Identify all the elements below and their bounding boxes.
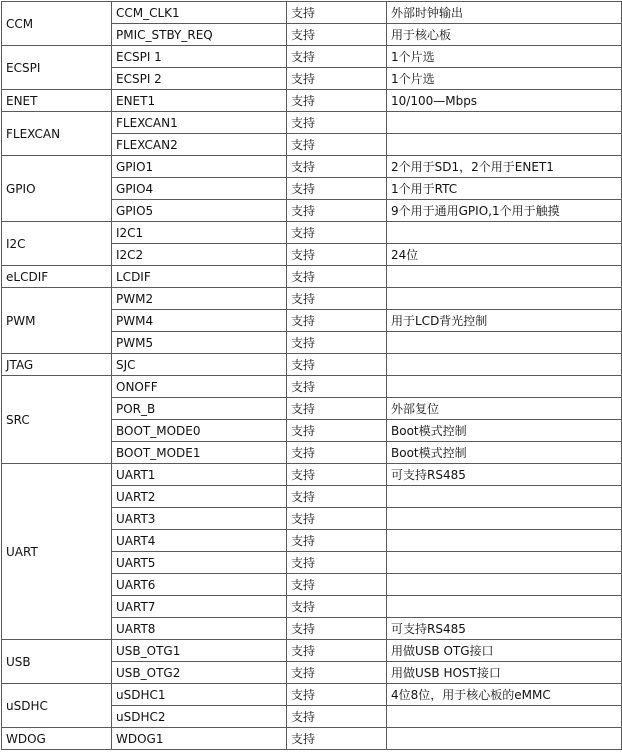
- support-cell: 支持: [287, 574, 387, 596]
- support-cell: 支持: [287, 464, 387, 486]
- note-cell: 用于核心板: [387, 24, 622, 46]
- support-cell: 支持: [287, 2, 387, 24]
- support-cell: 支持: [287, 530, 387, 552]
- signal-cell: UART6: [112, 574, 287, 596]
- signal-cell: PMIC_STBY_REQ: [112, 24, 287, 46]
- note-cell: 外部时钟输出: [387, 2, 622, 24]
- support-cell: 支持: [287, 596, 387, 618]
- note-cell: 9个用于通用GPIO,1个用于触摸: [387, 200, 622, 222]
- table-row: [2, 354, 622, 376]
- note-cell: [387, 596, 622, 618]
- signal-cell: PWM5: [112, 332, 287, 354]
- support-cell: 支持: [287, 508, 387, 530]
- signal-cell: GPIO1: [112, 156, 287, 178]
- support-cell: 支持: [287, 486, 387, 508]
- table-row: [2, 464, 622, 486]
- support-cell: 支持: [287, 398, 387, 420]
- peripheral-support-table: [1, 1, 622, 750]
- support-cell: 支持: [287, 178, 387, 200]
- note-cell: [387, 552, 622, 574]
- support-cell: 支持: [287, 376, 387, 398]
- note-cell: 1个用于RTC: [387, 178, 622, 200]
- note-cell: [387, 266, 622, 288]
- module-cell: SRC: [2, 376, 112, 464]
- module-cell: eLCDIF: [2, 266, 112, 288]
- support-cell: 支持: [287, 266, 387, 288]
- module-cell: JTAG: [2, 354, 112, 376]
- note-cell: [387, 706, 622, 728]
- module-cell: USB: [2, 640, 112, 684]
- note-cell: [387, 530, 622, 552]
- support-cell: 支持: [287, 200, 387, 222]
- note-cell: 4位8位，用于核心板的eMMC: [387, 684, 622, 706]
- support-cell: 支持: [287, 134, 387, 156]
- table-row: [2, 222, 622, 244]
- signal-cell: ECSPI 1: [112, 46, 287, 68]
- table-row: [2, 376, 622, 398]
- signal-cell: UART1: [112, 464, 287, 486]
- signal-cell: POR_B: [112, 398, 287, 420]
- signal-cell: CCM_CLK1: [112, 2, 287, 24]
- support-cell: 支持: [287, 354, 387, 376]
- signal-cell: USB_OTG1: [112, 640, 287, 662]
- note-cell: 用于LCD背光控制: [387, 310, 622, 332]
- note-cell: 可支持RS485: [387, 618, 622, 640]
- note-cell: [387, 728, 622, 750]
- signal-cell: ENET1: [112, 90, 287, 112]
- note-cell: 1个片选: [387, 46, 622, 68]
- signal-cell: ONOFF: [112, 376, 287, 398]
- support-cell: 支持: [287, 244, 387, 266]
- table-row: [2, 2, 622, 24]
- note-cell: [387, 486, 622, 508]
- signal-cell: I2C2: [112, 244, 287, 266]
- signal-cell: LCDIF: [112, 266, 287, 288]
- support-cell: 支持: [287, 156, 387, 178]
- support-cell: 支持: [287, 24, 387, 46]
- support-cell: 支持: [287, 640, 387, 662]
- table-row: [2, 684, 622, 706]
- support-cell: 支持: [287, 684, 387, 706]
- support-cell: 支持: [287, 222, 387, 244]
- table-row: [2, 728, 622, 750]
- note-cell: [387, 332, 622, 354]
- note-cell: 1个片选: [387, 68, 622, 90]
- signal-cell: SJC: [112, 354, 287, 376]
- module-cell: ECSPI: [2, 46, 112, 90]
- table-row: [2, 266, 622, 288]
- support-cell: 支持: [287, 618, 387, 640]
- table-body: [2, 2, 622, 750]
- table-row: [2, 112, 622, 134]
- note-cell: [387, 354, 622, 376]
- signal-cell: GPIO4: [112, 178, 287, 200]
- signal-cell: WDOG1: [112, 728, 287, 750]
- note-cell: Boot模式控制: [387, 442, 622, 464]
- signal-cell: UART4: [112, 530, 287, 552]
- signal-cell: GPIO5: [112, 200, 287, 222]
- support-cell: 支持: [287, 288, 387, 310]
- note-cell: 24位: [387, 244, 622, 266]
- module-cell: uSDHC: [2, 684, 112, 728]
- signal-cell: FLEXCAN1: [112, 112, 287, 134]
- support-cell: 支持: [287, 706, 387, 728]
- module-cell: I2C: [2, 222, 112, 266]
- table-row: [2, 640, 622, 662]
- support-cell: 支持: [287, 728, 387, 750]
- signal-cell: BOOT_MODE1: [112, 442, 287, 464]
- support-cell: 支持: [287, 552, 387, 574]
- signal-cell: USB_OTG2: [112, 662, 287, 684]
- note-cell: [387, 574, 622, 596]
- table-row: [2, 156, 622, 178]
- note-cell: 10/100—Mbps: [387, 90, 622, 112]
- note-cell: 用做USB OTG接口: [387, 640, 622, 662]
- support-cell: 支持: [287, 420, 387, 442]
- signal-cell: ECSPI 2: [112, 68, 287, 90]
- note-cell: Boot模式控制: [387, 420, 622, 442]
- support-cell: 支持: [287, 90, 387, 112]
- note-cell: [387, 112, 622, 134]
- note-cell: 2个用于SD1，2个用于ENET1: [387, 156, 622, 178]
- signal-cell: I2C1: [112, 222, 287, 244]
- note-cell: [387, 222, 622, 244]
- support-cell: 支持: [287, 68, 387, 90]
- module-cell: UART: [2, 464, 112, 640]
- note-cell: [387, 134, 622, 156]
- signal-cell: UART5: [112, 552, 287, 574]
- support-cell: 支持: [287, 662, 387, 684]
- note-cell: [387, 288, 622, 310]
- note-cell: 可支持RS485: [387, 464, 622, 486]
- signal-cell: UART8: [112, 618, 287, 640]
- note-cell: 用做USB HOST接口: [387, 662, 622, 684]
- table-row: [2, 46, 622, 68]
- support-cell: 支持: [287, 310, 387, 332]
- signal-cell: BOOT_MODE0: [112, 420, 287, 442]
- note-cell: 外部复位: [387, 398, 622, 420]
- support-cell: 支持: [287, 332, 387, 354]
- signal-cell: uSDHC1: [112, 684, 287, 706]
- note-cell: [387, 508, 622, 530]
- module-cell: CCM: [2, 2, 112, 46]
- module-cell: FLEXCAN: [2, 112, 112, 156]
- signal-cell: FLEXCAN2: [112, 134, 287, 156]
- module-cell: PWM: [2, 288, 112, 354]
- signal-cell: UART7: [112, 596, 287, 618]
- signal-cell: UART3: [112, 508, 287, 530]
- table-row: [2, 288, 622, 310]
- support-cell: 支持: [287, 112, 387, 134]
- support-cell: 支持: [287, 46, 387, 68]
- support-cell: 支持: [287, 442, 387, 464]
- note-cell: [387, 376, 622, 398]
- table-row: [2, 90, 622, 112]
- module-cell: GPIO: [2, 156, 112, 222]
- module-cell: WDOG: [2, 728, 112, 750]
- signal-cell: UART2: [112, 486, 287, 508]
- module-cell: ENET: [2, 90, 112, 112]
- signal-cell: PWM2: [112, 288, 287, 310]
- signal-cell: uSDHC2: [112, 706, 287, 728]
- signal-cell: PWM4: [112, 310, 287, 332]
